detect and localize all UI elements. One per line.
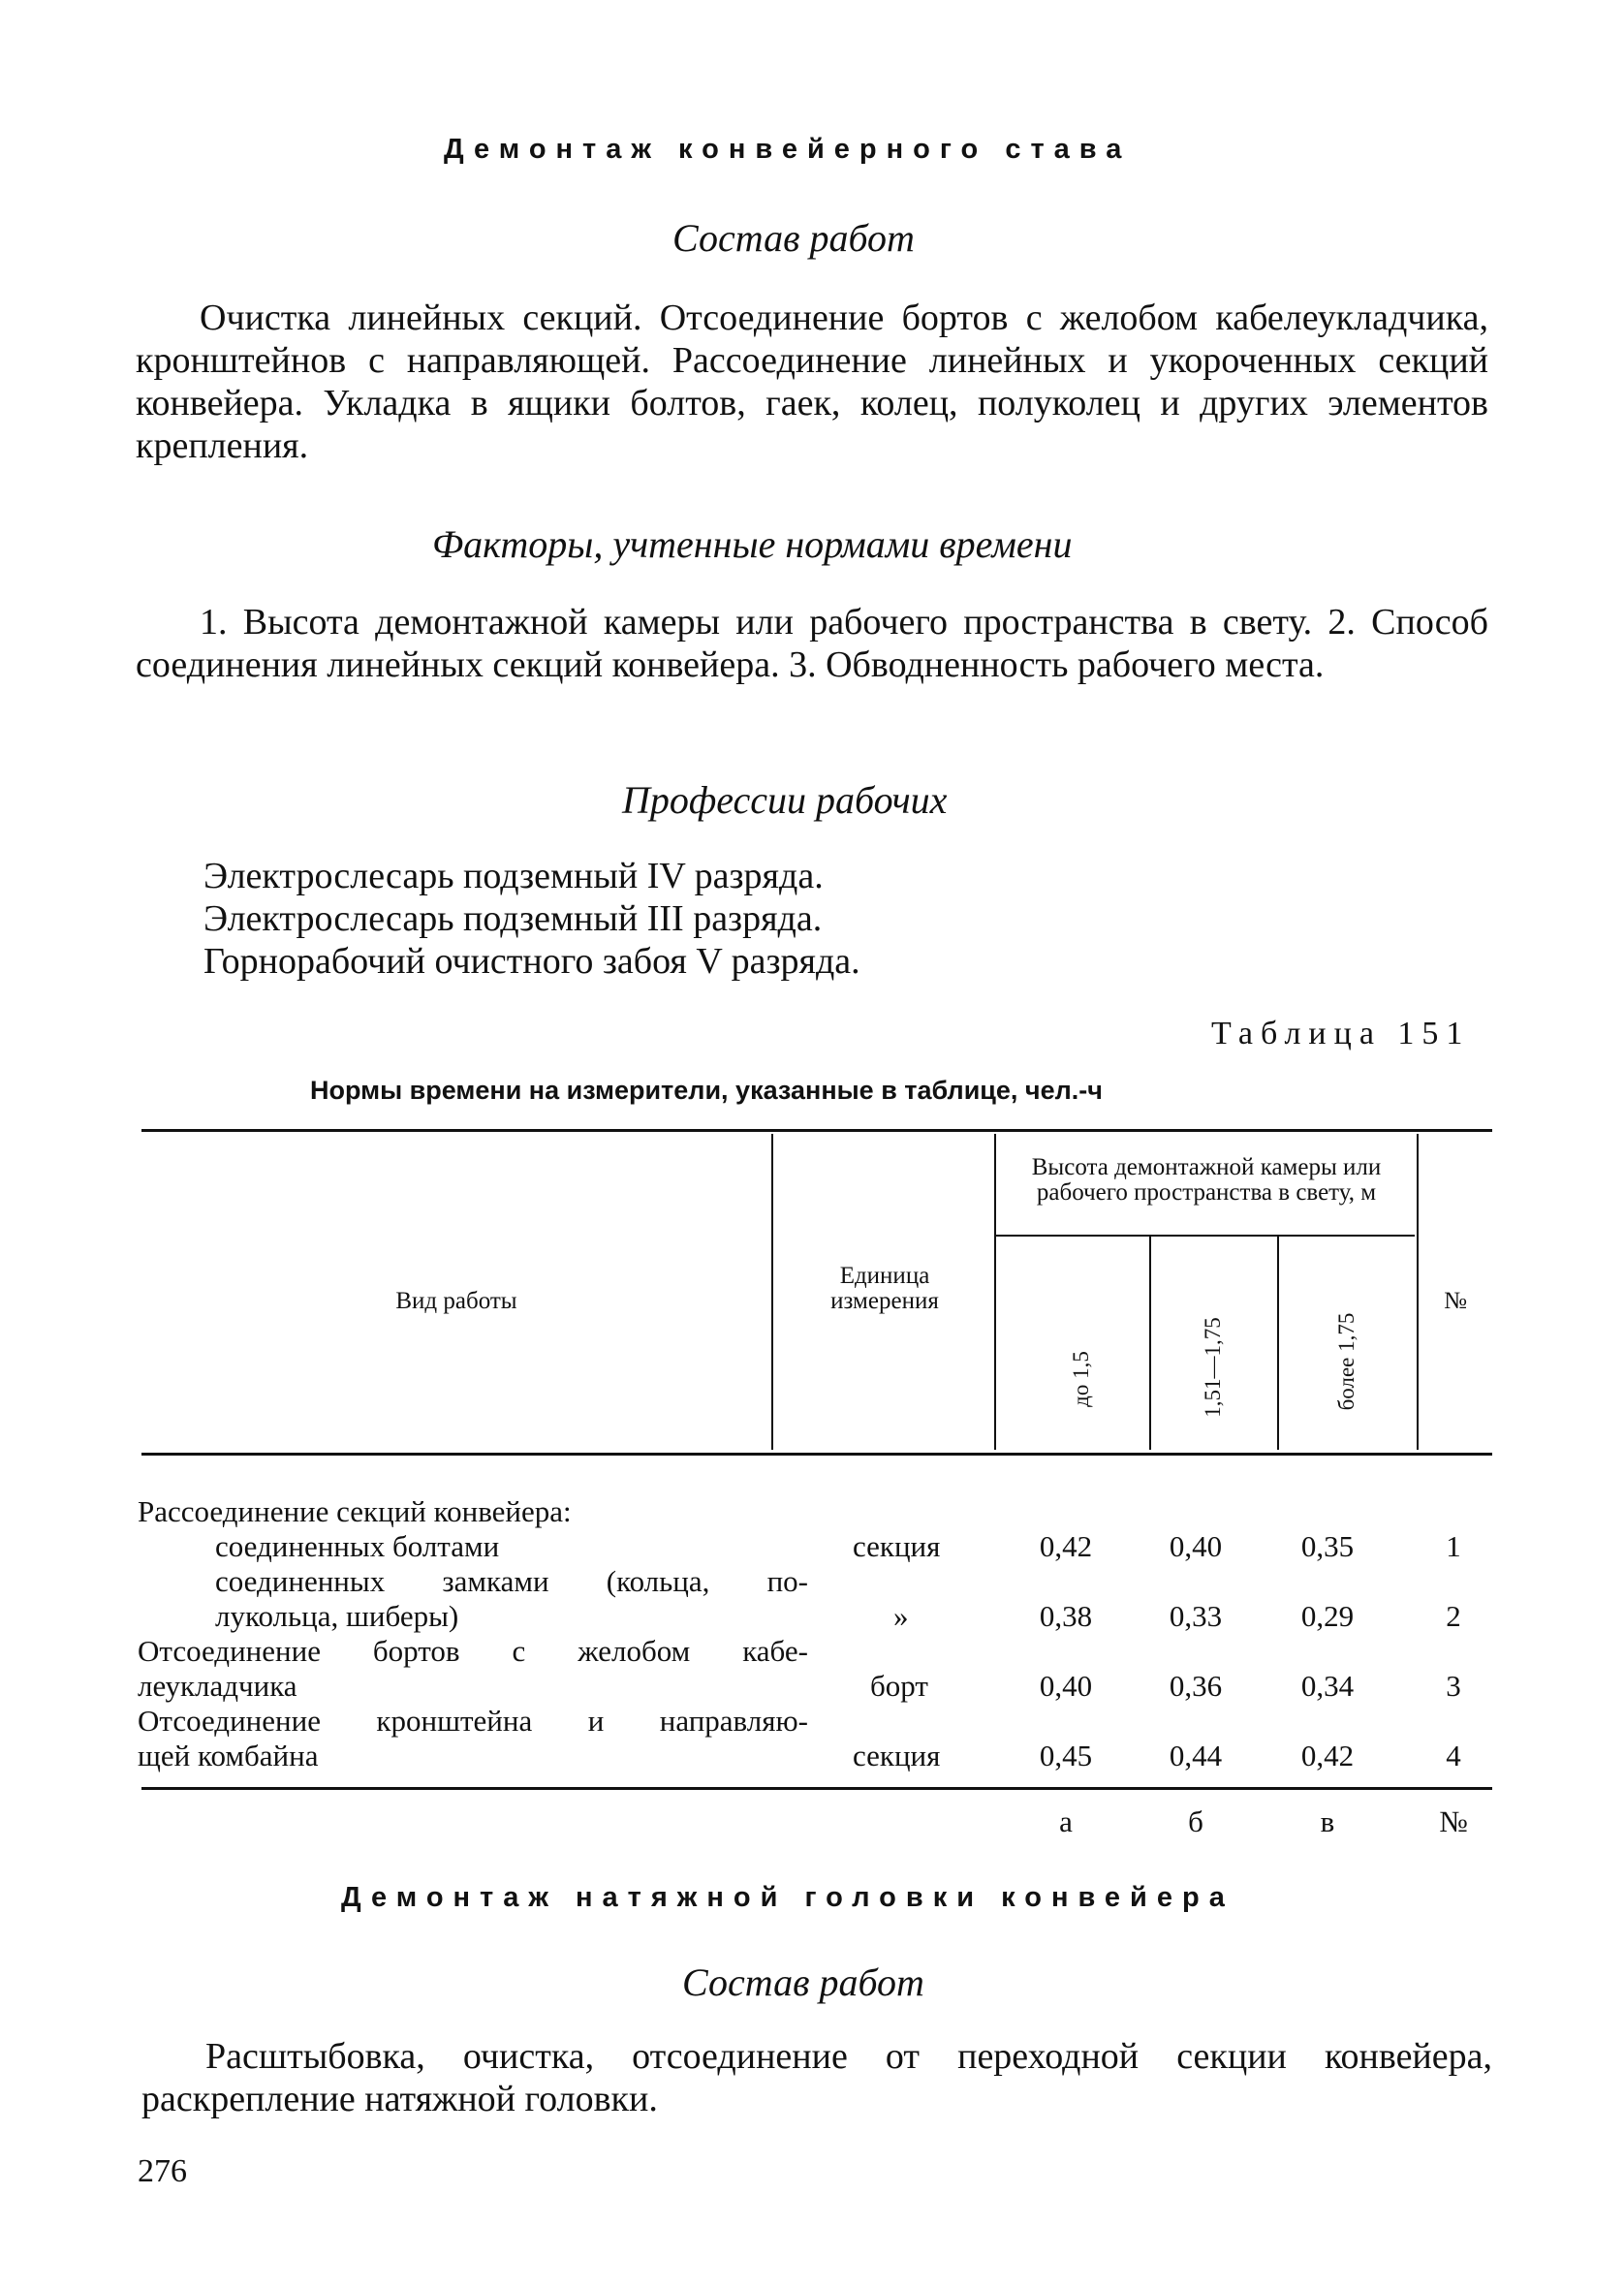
row-4-label: Отсоединение кронштейна и направляю- [138, 1704, 808, 1738]
footer-n: № [1439, 1804, 1468, 1838]
table-top-rule [141, 1129, 1492, 1132]
header-work-type: Вид работы [395, 1288, 517, 1314]
col-divider [994, 1134, 996, 1450]
professions-list [203, 855, 1463, 983]
header-number: № [1444, 1288, 1467, 1314]
row-1-a: 0,42 [1039, 1529, 1093, 1563]
row-4-c: 0,42 [1300, 1739, 1355, 1772]
section2-composition-heading: Состав работ [682, 1960, 924, 2004]
section2-title: Демонтаж натяжной головки конвейера [341, 1882, 1234, 1913]
table-header-rule [141, 1453, 1492, 1456]
row-2-n: 2 [1446, 1599, 1461, 1633]
section-title: Демонтаж конвейерного става [444, 134, 1132, 165]
footer-a: а [1059, 1804, 1073, 1838]
profession-item: Электрослесарь подземный III разряда. [203, 898, 823, 939]
row-3-c: 0,34 [1300, 1669, 1355, 1703]
row-2-c: 0,29 [1300, 1599, 1355, 1633]
row-4-label-cont: щей комбайна [138, 1739, 319, 1772]
table-bottom-rule [141, 1787, 1492, 1790]
row-1-label: соединенных болтами [215, 1529, 500, 1563]
profession-item: Горнорабочий очистного забоя V разряда. [203, 941, 860, 982]
row-2-label-cont: лукольца, шиберы) [215, 1599, 459, 1633]
row-3-a: 0,40 [1039, 1669, 1093, 1703]
height-group-rule [996, 1235, 1415, 1237]
row-2-b: 0,33 [1169, 1599, 1223, 1633]
table-caption: Таблица 151 [1211, 1016, 1471, 1051]
row-4-a: 0,45 [1039, 1739, 1093, 1772]
header-col-b: 1,51—1,75 [1201, 1317, 1225, 1418]
header-col-a: до 1,5 [1069, 1351, 1093, 1407]
composition-text: Очистка линейных секций. Отсоединение бортов с желобом кабелеукладчика, кронштейнов с направляющей. Рассоединение линейных и укороченных секций конвейера. Укладка в ящики болтов, гаек, колец, полуколец и других элементов крепления. [136, 298, 1488, 466]
footer-c: в [1320, 1804, 1335, 1838]
page-number: 276 [138, 2153, 187, 2189]
factors-heading: Факторы, учтенные нормами времени [432, 522, 1073, 566]
profession-item: Электрослесарь подземный IV разряда. [203, 856, 824, 896]
row-3-label-cont: леукладчика [138, 1669, 297, 1703]
row-4-n: 4 [1446, 1739, 1461, 1772]
row-2-unit: » [893, 1599, 909, 1633]
row-2-a: 0,38 [1039, 1599, 1093, 1633]
row-4-b: 0,44 [1169, 1739, 1223, 1772]
col-divider [771, 1134, 773, 1450]
row-4-unit: секция [853, 1739, 941, 1772]
group-label: Рассоединение секций конвейера: [138, 1494, 572, 1528]
composition-heading: Состав работ [672, 216, 915, 260]
row-1-unit: секция [853, 1529, 941, 1563]
row-2-label: соединенных замками (кольца, по- [215, 1564, 808, 1598]
header-height-group: Высота демонтажной камеры или рабочего пространства в свету, м [1031, 1154, 1382, 1206]
row-1-c: 0,35 [1300, 1529, 1355, 1563]
row-3-label: Отсоединение бортов с желобом кабе- [138, 1634, 808, 1668]
factors-text: 1. Высота демонтажной камеры или рабочего пространства в свету. 2. Способ соединения линейных секций конвейера. 3. Обводненность рабочего места. [136, 602, 1488, 685]
footer-b: б [1188, 1804, 1203, 1838]
row-3-unit: борт [870, 1669, 928, 1703]
section2-composition-text: Расштыбовка, очистка, отсоединение от переходной секции конвейера, раскрепление натяжной головки. [141, 2036, 1492, 2119]
col-divider [1277, 1237, 1279, 1450]
header-unit: Единица измерения [830, 1263, 939, 1314]
col-divider [1149, 1237, 1151, 1450]
row-1-n: 1 [1446, 1529, 1461, 1563]
table-subtitle: Нормы времени на измерители, указанные в таблице, чел.-ч [310, 1076, 1103, 1105]
row-1-b: 0,40 [1169, 1529, 1223, 1563]
header-col-c: более 1,75 [1334, 1312, 1359, 1411]
row-3-b: 0,36 [1169, 1669, 1223, 1703]
professions-heading: Профессии рабочих [622, 778, 948, 822]
row-3-n: 3 [1446, 1669, 1461, 1703]
